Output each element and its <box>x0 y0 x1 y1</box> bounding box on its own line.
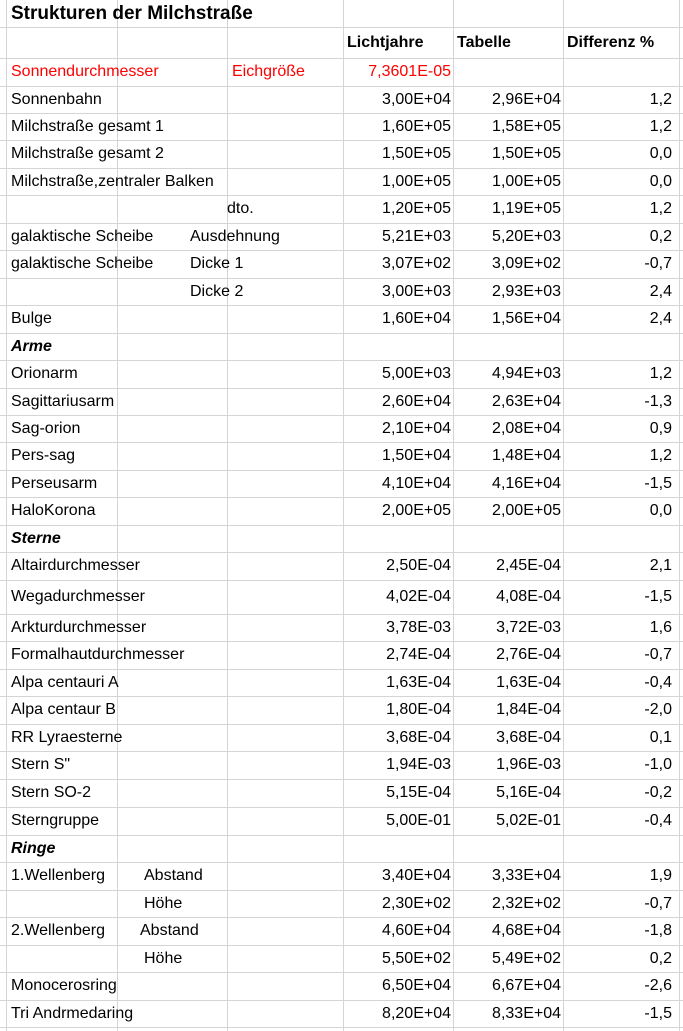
cell-tabelle[interactable]: 3,72E-03 <box>496 618 561 636</box>
cell-tabelle[interactable]: 1,63E-04 <box>496 673 561 691</box>
cell-differenz[interactable]: -0,7 <box>644 894 672 912</box>
cell-lichtjahre[interactable]: 2,60E+04 <box>382 392 451 410</box>
cell-tabelle[interactable]: 8,33E+04 <box>492 1004 561 1022</box>
cell-differenz[interactable]: -0,7 <box>644 255 672 272</box>
table-row <box>0 972 683 1000</box>
cell-differenz[interactable]: -0,7 <box>644 646 672 663</box>
table-row <box>0 779 683 807</box>
row-label[interactable]: Sag-orion <box>11 419 81 437</box>
row-label[interactable]: galaktische Scheibe <box>11 227 154 245</box>
cell-tabelle[interactable]: 1,19E+05 <box>492 200 561 217</box>
cell-tabelle[interactable]: 2,32E+02 <box>492 894 561 912</box>
header-lichtjahre[interactable]: Lichtjahre <box>347 33 424 51</box>
table-row <box>0 58 683 86</box>
cell-lichtjahre[interactable]: 2,74E-04 <box>386 646 451 663</box>
cell-lichtjahre[interactable]: 6,50E+04 <box>382 977 451 994</box>
cell-lichtjahre[interactable]: 1,94E-03 <box>386 756 451 773</box>
row-sublabel[interactable]: Eichgröße <box>232 63 305 80</box>
cell-tabelle[interactable]: 2,08E+04 <box>492 419 561 437</box>
row-sublabel[interactable]: dto. <box>227 200 254 217</box>
cell-lichtjahre[interactable]: 3,00E+04 <box>382 90 451 108</box>
cell-tabelle[interactable]: 3,33E+04 <box>492 867 561 884</box>
cell-differenz[interactable]: -2,0 <box>644 701 672 718</box>
cell-differenz[interactable]: 0,2 <box>649 227 672 245</box>
cell-tabelle[interactable]: 1,84E-04 <box>496 701 561 718</box>
cell-lichtjahre[interactable]: 1,60E+05 <box>382 117 451 135</box>
cell-lichtjahre[interactable]: 5,21E+03 <box>382 227 451 245</box>
row-sublabel[interactable]: Abstand <box>140 922 199 939</box>
cell-differenz[interactable]: 0,0 <box>649 172 672 190</box>
row-label[interactable]: RR Lyraesterne <box>11 728 123 746</box>
row-sublabel[interactable]: Dicke 2 <box>190 282 244 300</box>
cell-differenz[interactable]: -0,2 <box>644 784 672 801</box>
cell-lichtjahre[interactable]: 4,10E+04 <box>382 474 451 492</box>
cell-differenz[interactable]: -1,5 <box>644 588 672 605</box>
row-label[interactable]: Arkturdurchmesser <box>11 618 147 636</box>
row-label[interactable]: HaloKorona <box>11 502 96 519</box>
cell-lichtjahre[interactable]: 5,15E-04 <box>386 784 451 801</box>
cell-tabelle[interactable]: 3,68E-04 <box>496 728 561 746</box>
cell-differenz[interactable]: 2,4 <box>649 282 672 300</box>
cell-lichtjahre[interactable]: 5,00E+03 <box>382 365 451 382</box>
cell-tabelle[interactable]: 1,00E+05 <box>492 172 561 190</box>
cell-tabelle[interactable]: 4,16E+04 <box>492 474 561 492</box>
row-label[interactable]: Sonnendurchmesser <box>11 63 159 80</box>
cell-tabelle[interactable]: 2,45E-04 <box>496 557 561 574</box>
row-sublabel[interactable]: Höhe <box>144 949 183 967</box>
cell-tabelle[interactable]: 1,50E+05 <box>492 145 561 162</box>
table-row <box>0 724 683 751</box>
cell-differenz[interactable]: 2,4 <box>649 310 672 327</box>
table-row <box>0 807 683 835</box>
row-label[interactable]: Stern SO-2 <box>11 784 92 801</box>
cell-lichtjahre[interactable]: 1,50E+04 <box>382 447 451 464</box>
table-row <box>0 250 683 278</box>
section-title[interactable]: Arme <box>11 337 52 355</box>
row-sublabel[interactable]: Dicke 1 <box>190 255 244 272</box>
row-label[interactable]: Perseusarm <box>11 474 98 492</box>
row-label[interactable]: Monocerosring <box>11 977 117 994</box>
table-row <box>0 862 683 890</box>
table-row <box>0 140 683 168</box>
page-title[interactable]: Strukturen der Milchstraße <box>11 2 253 24</box>
cell-tabelle[interactable]: 4,94E+03 <box>492 365 561 382</box>
row-label[interactable]: Wegadurchmesser <box>11 588 145 605</box>
table-row <box>0 945 683 972</box>
row-label[interactable]: Alpa centauri A <box>11 673 119 691</box>
row-label[interactable]: Sonnenbahn <box>11 90 102 108</box>
cell-tabelle[interactable]: 1,48E+04 <box>492 447 561 464</box>
cell-differenz[interactable]: 0,9 <box>649 419 672 437</box>
row-gridline <box>0 1027 683 1028</box>
cell-lichtjahre[interactable]: 1,60E+04 <box>382 310 451 327</box>
cell-differenz[interactable]: -1,0 <box>644 756 672 773</box>
cell-lichtjahre[interactable]: 2,30E+02 <box>382 894 451 912</box>
row-label[interactable]: Bulge <box>11 310 52 327</box>
row-sublabel[interactable]: Höhe <box>144 894 183 912</box>
cell-differenz[interactable]: 0,0 <box>649 502 672 519</box>
table-row <box>0 614 683 641</box>
cell-tabelle[interactable]: 2,76E-04 <box>496 646 561 663</box>
cell-lichtjahre[interactable]: 1,20E+05 <box>382 200 451 217</box>
cell-lichtjahre[interactable]: 1,50E+05 <box>382 145 451 162</box>
row-label[interactable]: 1.Wellenberg <box>11 867 105 884</box>
row-sublabel[interactable]: Abstand <box>144 867 203 884</box>
section-row <box>0 835 683 862</box>
table-row <box>0 470 683 497</box>
cell-tabelle[interactable]: 5,02E-01 <box>496 812 561 829</box>
cell-tabelle[interactable]: 4,68E+04 <box>492 922 561 939</box>
cell-differenz[interactable]: 1,2 <box>649 117 672 135</box>
cell-differenz[interactable]: -0,4 <box>644 812 672 829</box>
cell-tabelle[interactable]: 1,96E-03 <box>496 756 561 773</box>
table-row <box>0 168 683 195</box>
row-sublabel[interactable]: Ausdehnung <box>190 227 280 245</box>
cell-lichtjahre[interactable]: 7,3601E-05 <box>368 63 451 80</box>
cell-tabelle[interactable]: 2,93E+03 <box>492 282 561 300</box>
header-differenz[interactable]: Differenz % <box>567 33 655 51</box>
cell-tabelle[interactable]: 6,67E+04 <box>492 977 561 994</box>
table-row <box>0 305 683 333</box>
table-row <box>0 86 683 113</box>
cell-lichtjahre[interactable]: 8,20E+04 <box>382 1004 451 1022</box>
cell-tabelle[interactable]: 4,08E-04 <box>496 588 561 605</box>
table-row <box>0 751 683 779</box>
cell-lichtjahre[interactable]: 3,00E+03 <box>382 282 451 300</box>
row-label[interactable]: Milchstraße gesamt 2 <box>11 145 164 162</box>
table-row <box>0 580 683 614</box>
cell-lichtjahre[interactable]: 3,68E-04 <box>386 728 451 746</box>
cell-lichtjahre[interactable]: 5,00E-01 <box>386 812 451 829</box>
table-row <box>0 641 683 669</box>
cell-tabelle[interactable]: 5,16E-04 <box>496 784 561 801</box>
table-row <box>0 442 683 470</box>
cell-lichtjahre[interactable]: 5,50E+02 <box>382 949 451 967</box>
section-row <box>0 333 683 360</box>
table-row <box>0 388 683 415</box>
cell-differenz[interactable]: 2,1 <box>649 557 672 574</box>
table-row <box>0 223 683 250</box>
cell-lichtjahre[interactable]: 2,10E+04 <box>382 419 451 437</box>
cell-tabelle[interactable]: 2,63E+04 <box>492 392 561 410</box>
cell-lichtjahre[interactable]: 2,50E-04 <box>386 557 451 574</box>
cell-differenz[interactable]: 1,2 <box>649 90 672 108</box>
section-title[interactable]: Sterne <box>11 529 61 547</box>
row-label[interactable]: Sagittariusarm <box>11 392 115 410</box>
cell-lichtjahre[interactable]: 4,02E-04 <box>386 588 451 605</box>
cell-differenz[interactable]: -1,5 <box>644 1004 672 1022</box>
row-label[interactable]: Milchstraße,zentraler Balken <box>11 172 214 190</box>
cell-lichtjahre[interactable]: 3,78E-03 <box>386 618 451 636</box>
section-row <box>0 525 683 552</box>
row-label[interactable]: Milchstraße gesamt 1 <box>11 117 164 135</box>
row-label[interactable]: Pers-sag <box>11 447 76 464</box>
table-row <box>0 195 683 223</box>
cell-tabelle[interactable]: 5,20E+03 <box>492 227 561 245</box>
cell-lichtjahre[interactable]: 1,00E+05 <box>382 172 451 190</box>
row-label[interactable]: galaktische Scheibe <box>11 255 154 272</box>
cell-tabelle[interactable]: 3,09E+02 <box>492 255 561 272</box>
table-row <box>0 497 683 525</box>
row-label[interactable]: Stern S" <box>11 756 71 773</box>
table-row <box>0 696 683 724</box>
cell-differenz[interactable]: 1,2 <box>649 447 672 464</box>
cell-lichtjahre[interactable]: 4,60E+04 <box>382 922 451 939</box>
cell-lichtjahre[interactable]: 2,00E+05 <box>382 502 451 519</box>
table-row <box>0 890 683 917</box>
cell-lichtjahre[interactable]: 1,63E-04 <box>386 673 451 691</box>
cell-lichtjahre[interactable]: 1,80E-04 <box>386 701 451 718</box>
row-label[interactable]: Orionarm <box>11 365 78 382</box>
row-label[interactable]: Sterngruppe <box>11 812 100 829</box>
table-row <box>0 113 683 140</box>
cell-differenz[interactable]: -0,4 <box>644 673 672 691</box>
cell-tabelle[interactable]: 2,00E+05 <box>492 502 561 519</box>
cell-differenz[interactable]: -1,5 <box>644 474 672 492</box>
row-label[interactable]: 2.Wellenberg <box>11 922 105 939</box>
cell-tabelle[interactable]: 5,49E+02 <box>492 949 561 967</box>
cell-differenz[interactable]: -2,6 <box>644 977 672 994</box>
cell-differenz[interactable]: -1,8 <box>644 922 672 939</box>
cell-differenz[interactable]: 0,2 <box>649 949 672 967</box>
cell-differenz[interactable]: 1,2 <box>649 200 672 217</box>
table-row <box>0 552 683 580</box>
header-row <box>0 27 683 58</box>
cell-differenz[interactable]: 1,6 <box>649 618 672 636</box>
cell-lichtjahre[interactable]: 3,40E+04 <box>382 867 451 884</box>
row-label[interactable]: Alpa centaur B <box>11 701 116 718</box>
cell-differenz[interactable]: 1,2 <box>649 365 672 382</box>
cell-tabelle[interactable]: 2,96E+04 <box>492 90 561 108</box>
cell-tabelle[interactable]: 1,58E+05 <box>492 117 561 135</box>
cell-differenz[interactable]: -1,3 <box>644 392 672 410</box>
cell-differenz[interactable]: 0,0 <box>649 145 672 162</box>
table-row <box>0 1000 683 1027</box>
table-row <box>0 917 683 945</box>
table-row <box>0 415 683 442</box>
table-row <box>0 278 683 305</box>
row-label[interactable]: Altairdurchmesser <box>11 557 140 574</box>
header-tabelle[interactable]: Tabelle <box>457 33 511 51</box>
cell-tabelle[interactable]: 1,56E+04 <box>492 310 561 327</box>
cell-differenz[interactable]: 0,1 <box>649 728 672 746</box>
cell-differenz[interactable]: 1,9 <box>649 867 672 884</box>
title-row <box>0 0 683 27</box>
table-row <box>0 360 683 388</box>
row-label[interactable]: Formalhautdurchmesser <box>11 646 185 663</box>
cell-lichtjahre[interactable]: 3,07E+02 <box>382 255 451 272</box>
table-row <box>0 669 683 696</box>
row-label[interactable]: Tri Andrmedaring <box>11 1004 134 1022</box>
section-title[interactable]: Ringe <box>11 839 56 857</box>
